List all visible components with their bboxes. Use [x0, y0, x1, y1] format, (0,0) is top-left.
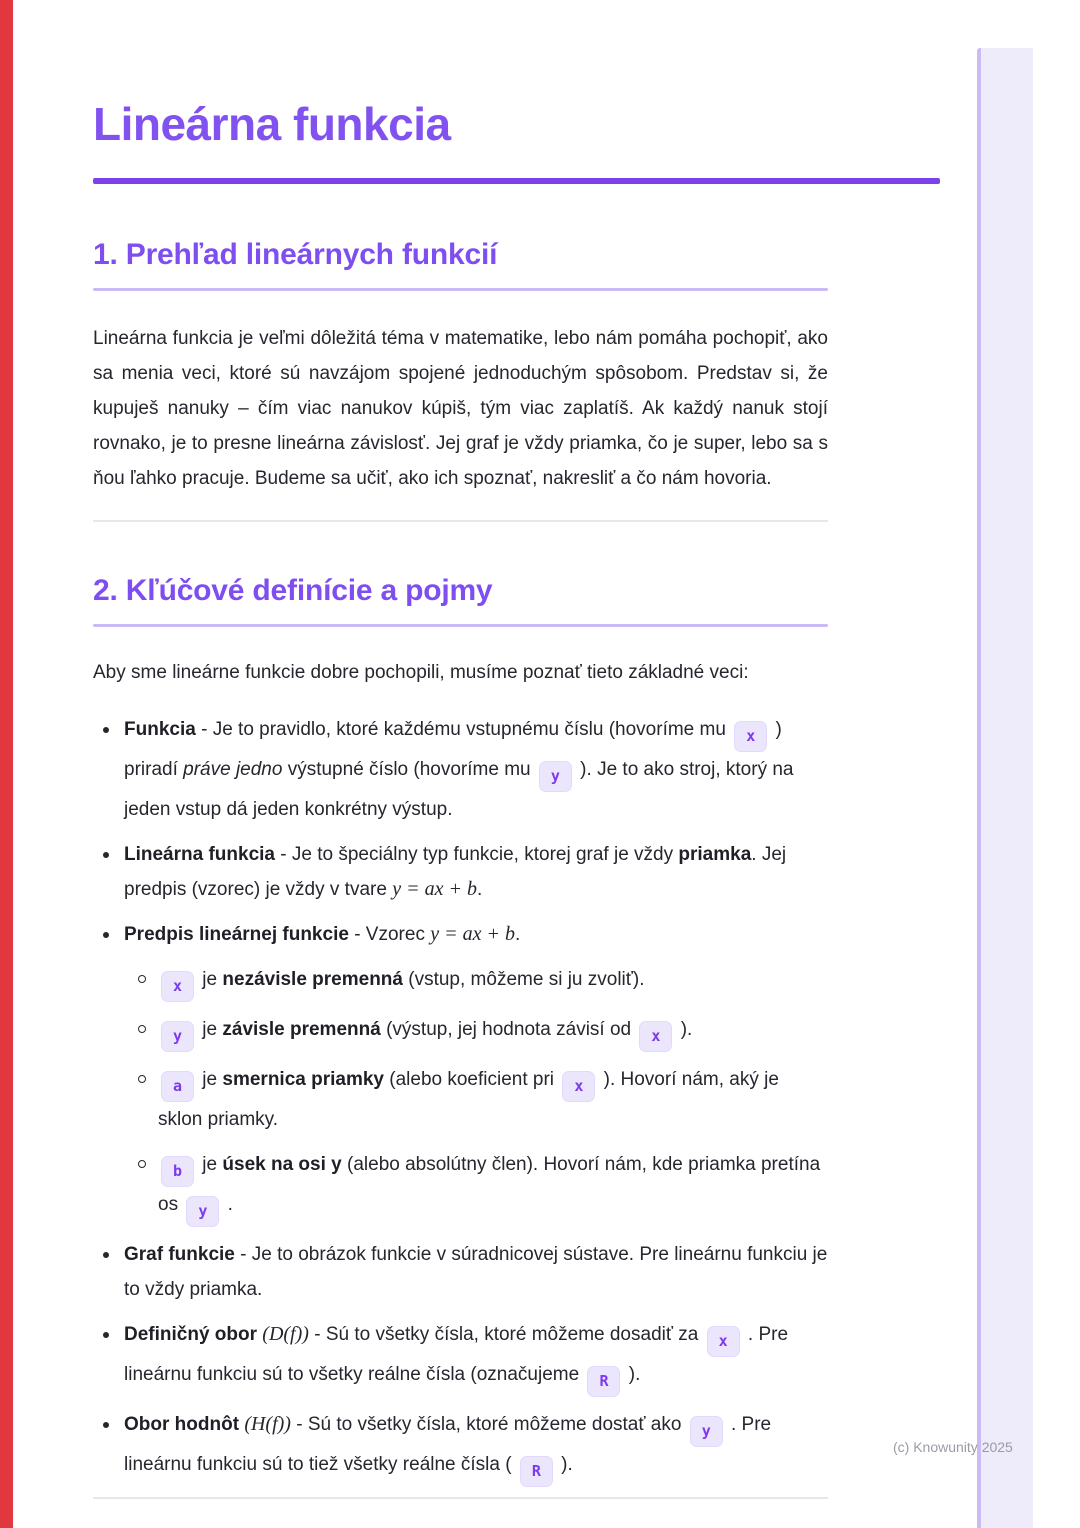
text-run: (vstup, môžeme si ju zvoliť).	[402, 969, 645, 990]
code-badge: a	[161, 1071, 194, 1102]
sub-definitions-list	[124, 962, 828, 1227]
code-badge: x	[562, 1071, 595, 1102]
section-1-underline	[93, 288, 828, 291]
text-run: výstupné číslo (hovoríme mu	[282, 759, 536, 780]
text-run: - Sú to všetky čísla, ktoré môžeme dostať ako	[290, 1414, 687, 1435]
text-run: (výstup, jej hodnota závisí od	[380, 1019, 637, 1040]
sub-definition-item	[124, 962, 828, 1002]
definition-item	[93, 712, 828, 827]
bold-term: Predpis lineárnej funkcie	[124, 924, 349, 945]
text-run: ).	[555, 1454, 573, 1475]
section-1-heading: 1. Prehľad lineárnych funkcií	[93, 238, 498, 271]
text-run: (alebo absolútny člen). Hovorí nám, kde priamka pretína os	[158, 1154, 821, 1215]
page-title: Lineárna funkcia	[93, 98, 451, 150]
text-run: - Sú to všetky čísla, ktoré môžeme dosadiť za	[308, 1324, 704, 1345]
text-run: . Jej predpis (vzorec) je vždy v tvare	[124, 844, 787, 900]
definitions-list	[93, 712, 828, 1487]
math-expression: (H(f))	[244, 1413, 291, 1435]
text-run: .	[222, 1194, 233, 1215]
code-badge: R	[520, 1456, 553, 1487]
bold-term: nezávisle premenná	[222, 969, 403, 990]
code-badge: x	[707, 1326, 740, 1357]
text-run: ). Je to ako stroj, ktorý na jeden vstup dá jeden konkrétny výstup.	[124, 759, 794, 820]
bold-term: závisle premenná	[222, 1019, 381, 1040]
text-run: .	[476, 879, 483, 900]
bold-term: smernica priamky	[222, 1069, 384, 1090]
math-expression: y = ax + b	[392, 878, 477, 900]
text-run: .	[514, 924, 521, 945]
text-run: - Vzorec	[348, 924, 431, 945]
text-run: - Je to pravidlo, ktoré každému vstupnému číslu (hovoríme mu	[195, 719, 732, 740]
code-badge: y	[161, 1021, 194, 1052]
definition-item	[93, 917, 828, 1227]
text-run: (alebo koeficient pri	[383, 1069, 560, 1090]
section-divider	[93, 520, 828, 522]
bold-term: Definičný obor	[124, 1324, 258, 1345]
document-content	[93, 0, 828, 1499]
text-run: - Je to špeciálny typ funkcie, ktorej graf je vždy	[275, 844, 679, 865]
copyright-note: (c) Knowunity 2025	[893, 1439, 1013, 1455]
definition-item	[93, 1237, 828, 1307]
math-expression: (D(f))	[262, 1323, 309, 1345]
text-run: ). Hovorí nám, aký je sklon priamky.	[158, 1069, 779, 1130]
section-2-underline	[93, 624, 828, 627]
section-1-paragraph: Lineárna funkcia je veľmi dôležitá téma v matematike, lebo nám pomáha pochopiť, ako sa menia veci, ktoré sú navzájom spojené jednoduchým spôsobom. Predstav si, že kupuješ nanuky – čím viac nanukov kúpiš, tým viac zaplatíš. Ak každý nanuk stojí rovnako, je to presne lineárna závislosť. Jej graf je vždy priamka, čo je super, lebo sa s ňou ľahko pracuje. Budeme sa učiť, ako ich spoznať, nakresliť a čo nám hovoria.	[93, 328, 828, 489]
text-run: je	[197, 1154, 223, 1175]
code-badge: y	[690, 1416, 723, 1447]
definition-item	[93, 1407, 828, 1487]
code-badge: y	[186, 1196, 219, 1227]
definition-item	[93, 837, 828, 907]
code-badge: y	[539, 761, 572, 792]
text-run: je	[197, 1069, 223, 1090]
bottom-divider	[93, 1497, 828, 1499]
sub-definition-item	[124, 1147, 828, 1227]
definition-item	[93, 1317, 828, 1397]
section-2-intro: Aby sme lineárne funkcie dobre pochopili, musíme poznať tieto základné veci:	[93, 662, 749, 683]
text-run: . Pre lineárnu funkciu sú to tiež všetky reálne čísla (	[124, 1414, 772, 1475]
bold-term: Funkcia	[124, 719, 196, 740]
sub-definition-item	[124, 1062, 828, 1137]
text-run: je	[197, 969, 223, 990]
section-2-heading: 2. Kľúčové definície a pojmy	[93, 574, 493, 607]
italic-text: práve jedno	[183, 759, 283, 780]
code-badge: x	[734, 721, 767, 752]
bold-term: Lineárna funkcia	[124, 844, 275, 865]
math-expression: y = ax + b	[430, 923, 515, 945]
title-underline-bar	[93, 178, 940, 184]
text-run: ).	[675, 1019, 693, 1040]
text-run: . Pre lineárnu funkciu sú to všetky reálne čísla (označujeme	[124, 1324, 789, 1385]
bold-term: Obor hodnôt	[124, 1414, 240, 1435]
right-side-panel	[977, 48, 1033, 1528]
bold-term: priamka	[678, 844, 752, 865]
bold-term: Graf funkcie	[124, 1244, 235, 1265]
sub-definition-item	[124, 1012, 828, 1052]
code-badge: x	[161, 971, 194, 1002]
text-run: - Je to obrázok funkcie v súradnicovej sústave. Pre lineárnu funkciu je to vždy priamka.	[124, 1244, 828, 1300]
text-run: ) priradí	[124, 719, 782, 780]
text-run: je	[197, 1019, 223, 1040]
bold-term: úsek na osi y	[222, 1154, 342, 1175]
code-badge: b	[161, 1156, 194, 1187]
text-run: ).	[623, 1364, 641, 1385]
code-badge: x	[639, 1021, 672, 1052]
left-red-strip	[0, 0, 13, 1528]
code-badge: R	[587, 1366, 620, 1397]
